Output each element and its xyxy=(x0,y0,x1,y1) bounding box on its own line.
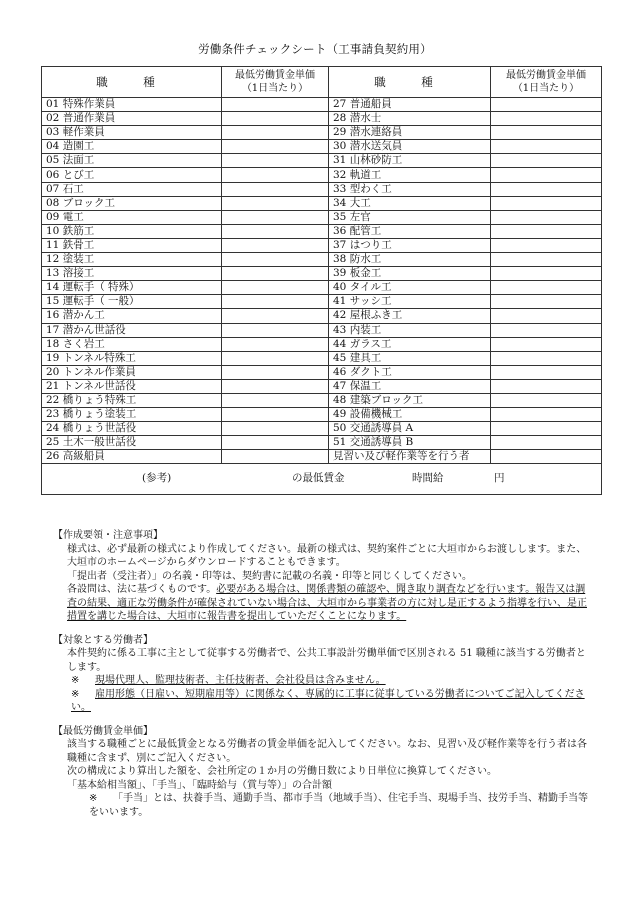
wage-input-cell[interactable] xyxy=(222,365,329,379)
wage-input-cell[interactable] xyxy=(491,337,602,351)
wage-input-cell[interactable] xyxy=(491,126,602,140)
wage-input-cell[interactable] xyxy=(222,351,329,365)
occupation-cell: 26 高級船員 xyxy=(42,450,222,464)
table-row xyxy=(42,408,602,422)
table-row xyxy=(42,253,602,267)
workers-paragraph: 本件契約に係る工事に主として従事する労働者で、公共工事設計労働単価で区別される 51 職種に該当する労働者とします。 xyxy=(67,648,586,673)
wage-input-cell[interactable] xyxy=(491,112,602,126)
wage-input-cell[interactable] xyxy=(491,295,602,309)
occupation-cell: 28 潜水士 xyxy=(329,112,491,126)
workers-note-2-text: 雇用形態（日雇い、短期雇用等）に関係なく、専属的に工事に従事している労働者についてご記入してください。 xyxy=(71,688,585,713)
occupation-cell: 18 さく岩工 xyxy=(42,337,222,351)
wage-input-cell[interactable] xyxy=(491,253,602,267)
instruction-paragraph-3 xyxy=(53,583,593,624)
wage-input-cell[interactable] xyxy=(222,393,329,407)
occupation-cell: 46 ダクト工 xyxy=(329,365,491,379)
occupation-cell: 24 橋りょう世話役 xyxy=(42,422,222,436)
reference-cell xyxy=(42,464,602,495)
min-wage-label: の最低賃金 xyxy=(292,472,345,485)
table-row xyxy=(42,436,602,450)
table-row xyxy=(42,393,602,407)
occupation-cell: 33 型わく工 xyxy=(329,182,491,196)
wage-input-cell[interactable] xyxy=(222,253,329,267)
wage-input-cell[interactable] xyxy=(222,295,329,309)
wage-input-cell[interactable] xyxy=(491,168,602,182)
wage-input-cell[interactable] xyxy=(222,422,329,436)
table-row xyxy=(42,168,602,182)
occupation-cell: 44 ガラス工 xyxy=(329,337,491,351)
occupation-cell: 01 特殊作業員 xyxy=(42,98,222,112)
table-row xyxy=(42,337,602,351)
table-row xyxy=(42,309,602,323)
occupation-cell: 02 普通作業員 xyxy=(42,112,222,126)
occupation-cell: 36 配管工 xyxy=(329,224,491,238)
wage-input-cell[interactable] xyxy=(491,224,602,238)
wage-input-cell[interactable] xyxy=(222,196,329,210)
occupation-cell: 05 法面工 xyxy=(42,154,222,168)
occupation-cell: 17 潜かん世話役 xyxy=(42,323,222,337)
occupation-cell: 40 タイル工 xyxy=(329,281,491,295)
table-row xyxy=(42,422,602,436)
wage-input-cell[interactable] xyxy=(222,281,329,295)
occupation-cell: 25 土木一般世話役 xyxy=(42,436,222,450)
occupation-cell: 48 建築ブロック工 xyxy=(329,393,491,407)
occupation-cell: 29 潜水連絡員 xyxy=(329,126,491,140)
occupation-cell: 49 設備機械工 xyxy=(329,408,491,422)
occupation-cell: 34 大工 xyxy=(329,196,491,210)
table-row xyxy=(42,365,602,379)
note-mark: ※ xyxy=(71,688,80,700)
min-wage-note xyxy=(53,792,593,819)
wage-input-cell[interactable] xyxy=(222,337,329,351)
min-wage-paragraph-2: 次の構成により算出した額を、会社所定の１か月の労働日数により日単位に換算してください。 xyxy=(67,766,497,777)
occupation-cell: 08 ブロック工 xyxy=(42,196,222,210)
yen-label: 円 xyxy=(494,472,505,485)
wage-input-cell[interactable] xyxy=(491,154,602,168)
wage-input-cell[interactable] xyxy=(222,267,329,281)
min-wage-note-text: 「手当」とは、扶養手当、通勤手当、都市手当（地域手当）、住宅手当、現場手当、技労手当、精勤手当等をいいます。 xyxy=(89,793,588,818)
header-occupation-right: 職 種 xyxy=(329,67,491,98)
occupation-cell: 51 交通誘導員 B xyxy=(329,436,491,450)
header-min-wage-line2: （1日当たり） xyxy=(512,83,580,94)
table-row xyxy=(42,224,602,238)
instruction-paragraph-2: 「提出者（受注者）」の名義・印等は、契約書に記載の名義・印等と同じくしてください。 xyxy=(67,570,472,582)
wage-input-cell[interactable] xyxy=(491,210,602,224)
wage-input-cell[interactable] xyxy=(491,182,602,196)
table-row xyxy=(42,182,602,196)
occupation-cell: 06 とび工 xyxy=(42,168,222,182)
wage-input-cell[interactable] xyxy=(222,323,329,337)
reference-label: (参考) xyxy=(142,472,172,485)
occupation-cell: 30 潜水送気員 xyxy=(329,140,491,154)
section-heading-min-wage: 【最低労働賃金単価】 xyxy=(53,725,153,737)
wage-input-cell[interactable] xyxy=(222,309,329,323)
section-heading-instructions: 【作成要領・注意事項】 xyxy=(53,530,163,541)
occupation-cell: 19 トンネル特殊工 xyxy=(42,351,222,365)
table-row xyxy=(42,351,602,365)
wage-table xyxy=(41,66,602,495)
wage-input-cell[interactable] xyxy=(222,182,329,196)
min-wage-paragraph-3: 「基本給相当額」、「手当」、「臨時給与（賞与等）」の合計額 xyxy=(67,779,332,791)
occupation-cell: 39 板金工 xyxy=(329,267,491,281)
wage-input-cell[interactable] xyxy=(222,126,329,140)
occupation-cell: 04 造園工 xyxy=(42,140,222,154)
occupation-cell: 41 サッシ工 xyxy=(329,295,491,309)
table-row xyxy=(42,267,602,281)
occupation-cell: 27 普通船員 xyxy=(329,98,491,112)
page-title: 労働条件チェックシート（工事請負契約用） xyxy=(198,42,432,56)
workers-note-2 xyxy=(53,688,593,715)
occupation-cell: 03 軽作業員 xyxy=(42,126,222,140)
occupation-cell: 09 電工 xyxy=(42,210,222,224)
notes-section xyxy=(53,529,593,819)
header-min-wage-line1: 最低労働賃金単価 xyxy=(506,70,586,81)
wage-input-cell[interactable] xyxy=(491,450,602,464)
wage-input-cell[interactable] xyxy=(491,309,602,323)
occupation-cell: 見習い及び軽作業等を行う者 xyxy=(329,450,491,464)
occupation-cell: 43 内装工 xyxy=(329,323,491,337)
wage-input-cell[interactable] xyxy=(491,365,602,379)
wage-input-cell[interactable] xyxy=(222,154,329,168)
workers-note-1-text: 現場代理人、監理技術者、主任技術者、会社役員は含みません。 xyxy=(95,675,386,686)
table-row xyxy=(42,281,602,295)
occupation-cell: 12 塗装工 xyxy=(42,253,222,267)
table-row xyxy=(42,196,602,210)
occupation-cell: 45 建具工 xyxy=(329,351,491,365)
wage-input-cell[interactable] xyxy=(222,210,329,224)
wage-input-cell[interactable] xyxy=(491,238,602,252)
occupation-cell: 31 山林砂防工 xyxy=(329,154,491,168)
wage-input-cell[interactable] xyxy=(491,323,602,337)
note-mark: ※ xyxy=(71,675,80,686)
workers-note-1 xyxy=(53,674,593,688)
table-row xyxy=(42,450,602,464)
wage-input-cell[interactable] xyxy=(222,408,329,422)
wage-input-cell[interactable] xyxy=(491,379,602,393)
table-row xyxy=(42,295,602,309)
wage-input-cell[interactable] xyxy=(491,267,602,281)
wage-input-cell[interactable] xyxy=(491,393,602,407)
table-row xyxy=(42,126,602,140)
occupation-cell: 13 溶接工 xyxy=(42,267,222,281)
occupation-cell: 32 軌道工 xyxy=(329,168,491,182)
wage-input-cell[interactable] xyxy=(222,140,329,154)
header-min-wage-line1: 最低労働賃金単価 xyxy=(235,70,315,81)
occupation-cell: 23 橋りょう塗装工 xyxy=(42,408,222,422)
occupation-cell: 07 石工 xyxy=(42,182,222,196)
wage-input-cell[interactable] xyxy=(222,112,329,126)
occupation-cell: 15 運転手（ 一般） xyxy=(42,295,222,309)
wage-input-cell[interactable] xyxy=(491,281,602,295)
occupation-cell: 21 トンネル世話役 xyxy=(42,379,222,393)
wage-input-cell[interactable] xyxy=(491,422,602,436)
occupation-cell: 20 トンネル作業員 xyxy=(42,365,222,379)
occupation-cell: 38 防水工 xyxy=(329,253,491,267)
occupation-cell: 50 交通誘導員 A xyxy=(329,422,491,436)
table-row xyxy=(42,238,602,252)
occupation-cell: 37 はつり工 xyxy=(329,238,491,252)
instruction-paragraph-3a: 各設問は、法に基づくものです。 xyxy=(67,584,217,595)
occupation-cell: 47 保温工 xyxy=(329,379,491,393)
header-occupation: 職 種 xyxy=(42,67,222,98)
wage-input-cell[interactable] xyxy=(491,140,602,154)
wage-input-cell[interactable] xyxy=(222,379,329,393)
occupation-cell: 42 屋根ふき工 xyxy=(329,309,491,323)
instruction-paragraph-3b: 必要がある場合は、関係書類の確認や、聞き取り調査などを行います。報告又は調査の結果、適正な労働条件が確保されていない場合は、大垣市から事業者の方に対し是正するよう指導を行い、是正措置を講じた場合は、大垣市に報告書を提出していただくことになります。 xyxy=(67,584,587,622)
table-row xyxy=(42,154,602,168)
occupation-cell: 16 潜かん工 xyxy=(42,309,222,323)
table-row xyxy=(42,140,602,154)
reference-row xyxy=(42,464,602,495)
table-row xyxy=(42,112,602,126)
wage-input-cell[interactable] xyxy=(222,98,329,112)
table-row xyxy=(42,98,602,112)
header-min-wage-line2: （1日当たり） xyxy=(241,83,309,94)
occupation-cell: 35 左官 xyxy=(329,210,491,224)
wage-input-cell[interactable] xyxy=(222,238,329,252)
table-row xyxy=(42,379,602,393)
min-wage-paragraph-1: 該当する職種ごとに最低賃金となる労働者の賃金単価を記入してください。なお、見習い及び軽作業等を行う者は各職種に含まず、別にご記入ください。 xyxy=(67,739,587,764)
header-min-wage xyxy=(222,67,329,98)
table-header-row xyxy=(42,67,602,98)
wage-input-cell[interactable] xyxy=(222,168,329,182)
hourly-label: 時間給 xyxy=(412,472,444,485)
wage-input-cell[interactable] xyxy=(222,450,329,464)
wage-input-cell[interactable] xyxy=(491,436,602,450)
table-row xyxy=(42,210,602,224)
occupation-cell: 10 鉄筋工 xyxy=(42,224,222,238)
wage-input-cell[interactable] xyxy=(491,196,602,210)
occupation-cell: 14 運転手（ 特殊） xyxy=(42,281,222,295)
wage-input-cell[interactable] xyxy=(491,351,602,365)
wage-input-cell[interactable] xyxy=(491,98,602,112)
note-mark: ※ xyxy=(89,793,98,804)
occupation-cell: 11 鉄骨工 xyxy=(42,238,222,252)
wage-input-cell[interactable] xyxy=(491,408,602,422)
header-min-wage-right xyxy=(491,67,602,98)
wage-input-cell[interactable] xyxy=(222,436,329,450)
table-row xyxy=(42,323,602,337)
occupation-cell: 22 橋りょう特殊工 xyxy=(42,393,222,407)
wage-input-cell[interactable] xyxy=(222,224,329,238)
section-heading-workers: 【対象とする労働者】 xyxy=(53,634,153,646)
instruction-paragraph-1: 様式は、必ず最新の様式により作成してください。最新の様式は、契約案件ごとに大垣市からお渡しします。また、大垣市のホームページからダウンロードすることもできます。 xyxy=(67,543,587,568)
